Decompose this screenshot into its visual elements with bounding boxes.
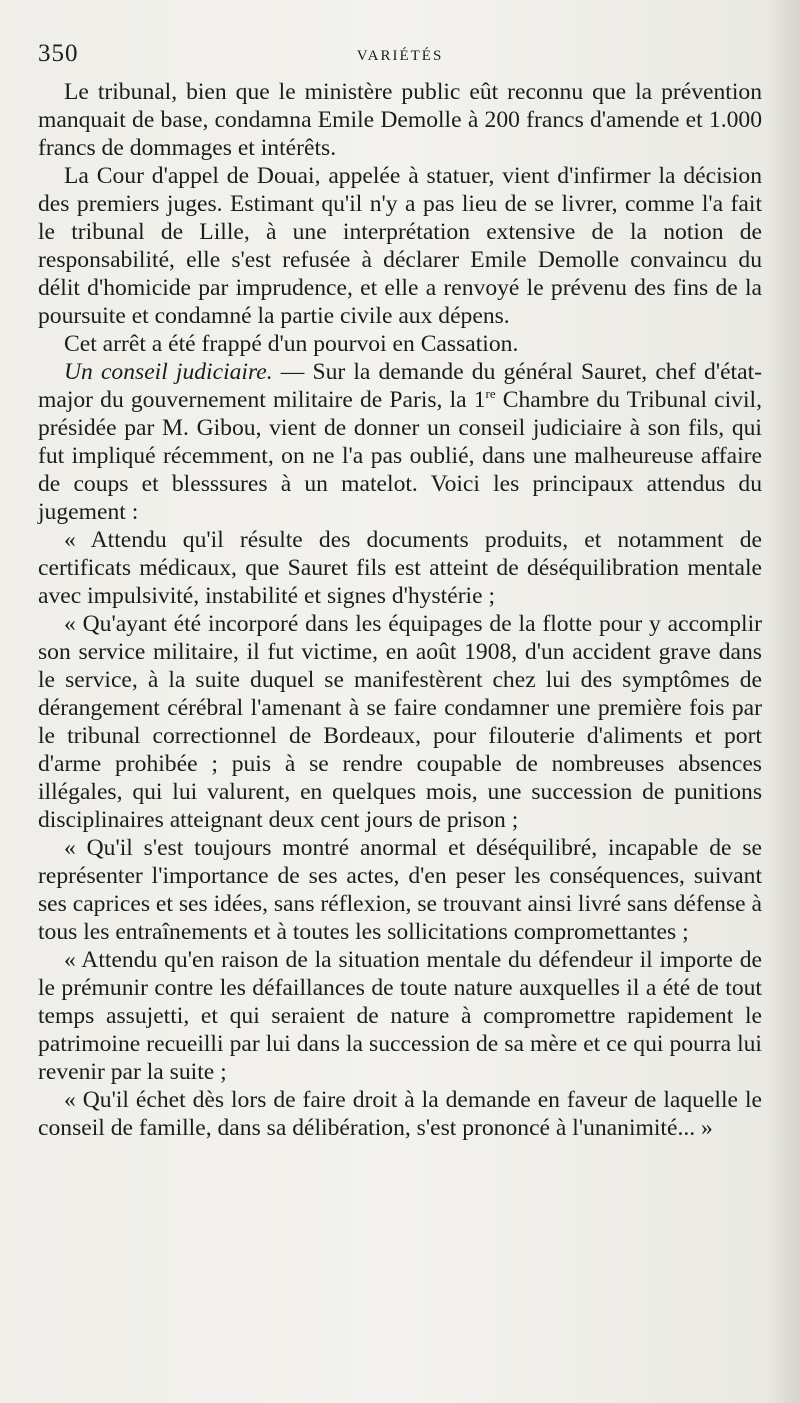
quoted-paragraph: « Qu'il échet dès lors de faire droit à la demande en faveur de laquelle le conseil de famille, dans sa délibération, s'est prononcé à l'unanimité... » [38, 1087, 762, 1141]
running-title: VARIÉTÉS [356, 48, 444, 64]
quoted-paragraph: « Attendu qu'en raison de la situation mentale du défendeur il importe de le prémunir contre les défaillances de toute nature auxquelles il a été de tout temps assujetti, et qui seraient de nature à compromettre rapidement le patrimoine recueilli par lui dans la succession de sa mère et ce qui pourra lui revenir par la suite ; [38, 947, 762, 1085]
section-intro-continued: Chambre du Tribunal civil, présidée par M. Gibou, vient de donner un conseil judiciaire à son fils, qui fut impliqué récemment, on ne l'a pas oublié, dans une malheureuse affaire de coups et blesssures à un matelot. Voici les principaux attendus du jugement : [38, 387, 762, 525]
page-edge-shadow [766, 0, 800, 1403]
quoted-paragraph: « Qu'il s'est toujours montré anormal et déséquilibré, incapable de se représenter l'importance de ses actes, d'en peser les conséquences, suivant ses caprices et ses idées, sans réflexion, se trouvant ainsi livré sans défense à tous les entraînements et à toutes les sollicitations compromettantes ; [38, 835, 762, 945]
page-header [38, 38, 762, 78]
page-number: 350 [38, 40, 79, 67]
quoted-paragraph: « Qu'ayant été incorporé dans les équipages de la flotte pour y accomplir son service militaire, il fut victime, en août 1908, d'un accident grave dans le service, à la suite duquel se manifestèrent chez lui des symptômes de dérangement cérébral l'amenant à se faire condamner une première fois par le tribunal correctionnel de Bordeaux, pour filouterie d'aliments et port d'arme prohibée ; puis à se rendre coupable de nombreuses absences illégales, qui lui valurent, en quelques mois, une succession de punitions disciplinaires atteignant deux cent jours de prison ; [38, 611, 762, 833]
paragraph: Le tribunal, bien que le ministère public eût reconnu que la prévention manquait de base, condamna Emile Demolle à 200 francs d'amende et 1.000 francs de dommages et intérêts. [38, 79, 762, 161]
quoted-paragraph: « Attendu qu'il résulte des documents produits, et notamment de certificats médicaux, que Sauret fils est atteint de déséquilibration mentale avec impulsivité, instabilité et signes d'hystérie ; [38, 527, 762, 609]
section-title: Un conseil judiciaire. [64, 359, 273, 385]
section-intro: — Sur la demande du général Sauret, chef d'état-major du gouvernement militaire de Paris, la 1 [38, 359, 762, 413]
body-text [38, 78, 762, 1142]
paragraph: La Cour d'appel de Douai, appelée à statuer, vient d'infirmer la décision des premiers juges. Estimant qu'il n'y a pas lieu de se livrer, comme l'a fait le tribunal de Lille, à une interprétation extensive de la notion de responsabilité, elle s'est refusée à déclarer Emile Demolle convaincu du délit d'homicide par imprudence, et elle a renvoyé le prévenu des fins de la poursuite et condamné la partie civile aux dépens. [38, 163, 762, 329]
ordinal-superscript: re [485, 386, 496, 402]
paragraph: Cet arrêt a été frappé d'un pourvoi en Cassation. [64, 331, 519, 357]
section-paragraph [38, 358, 762, 526]
